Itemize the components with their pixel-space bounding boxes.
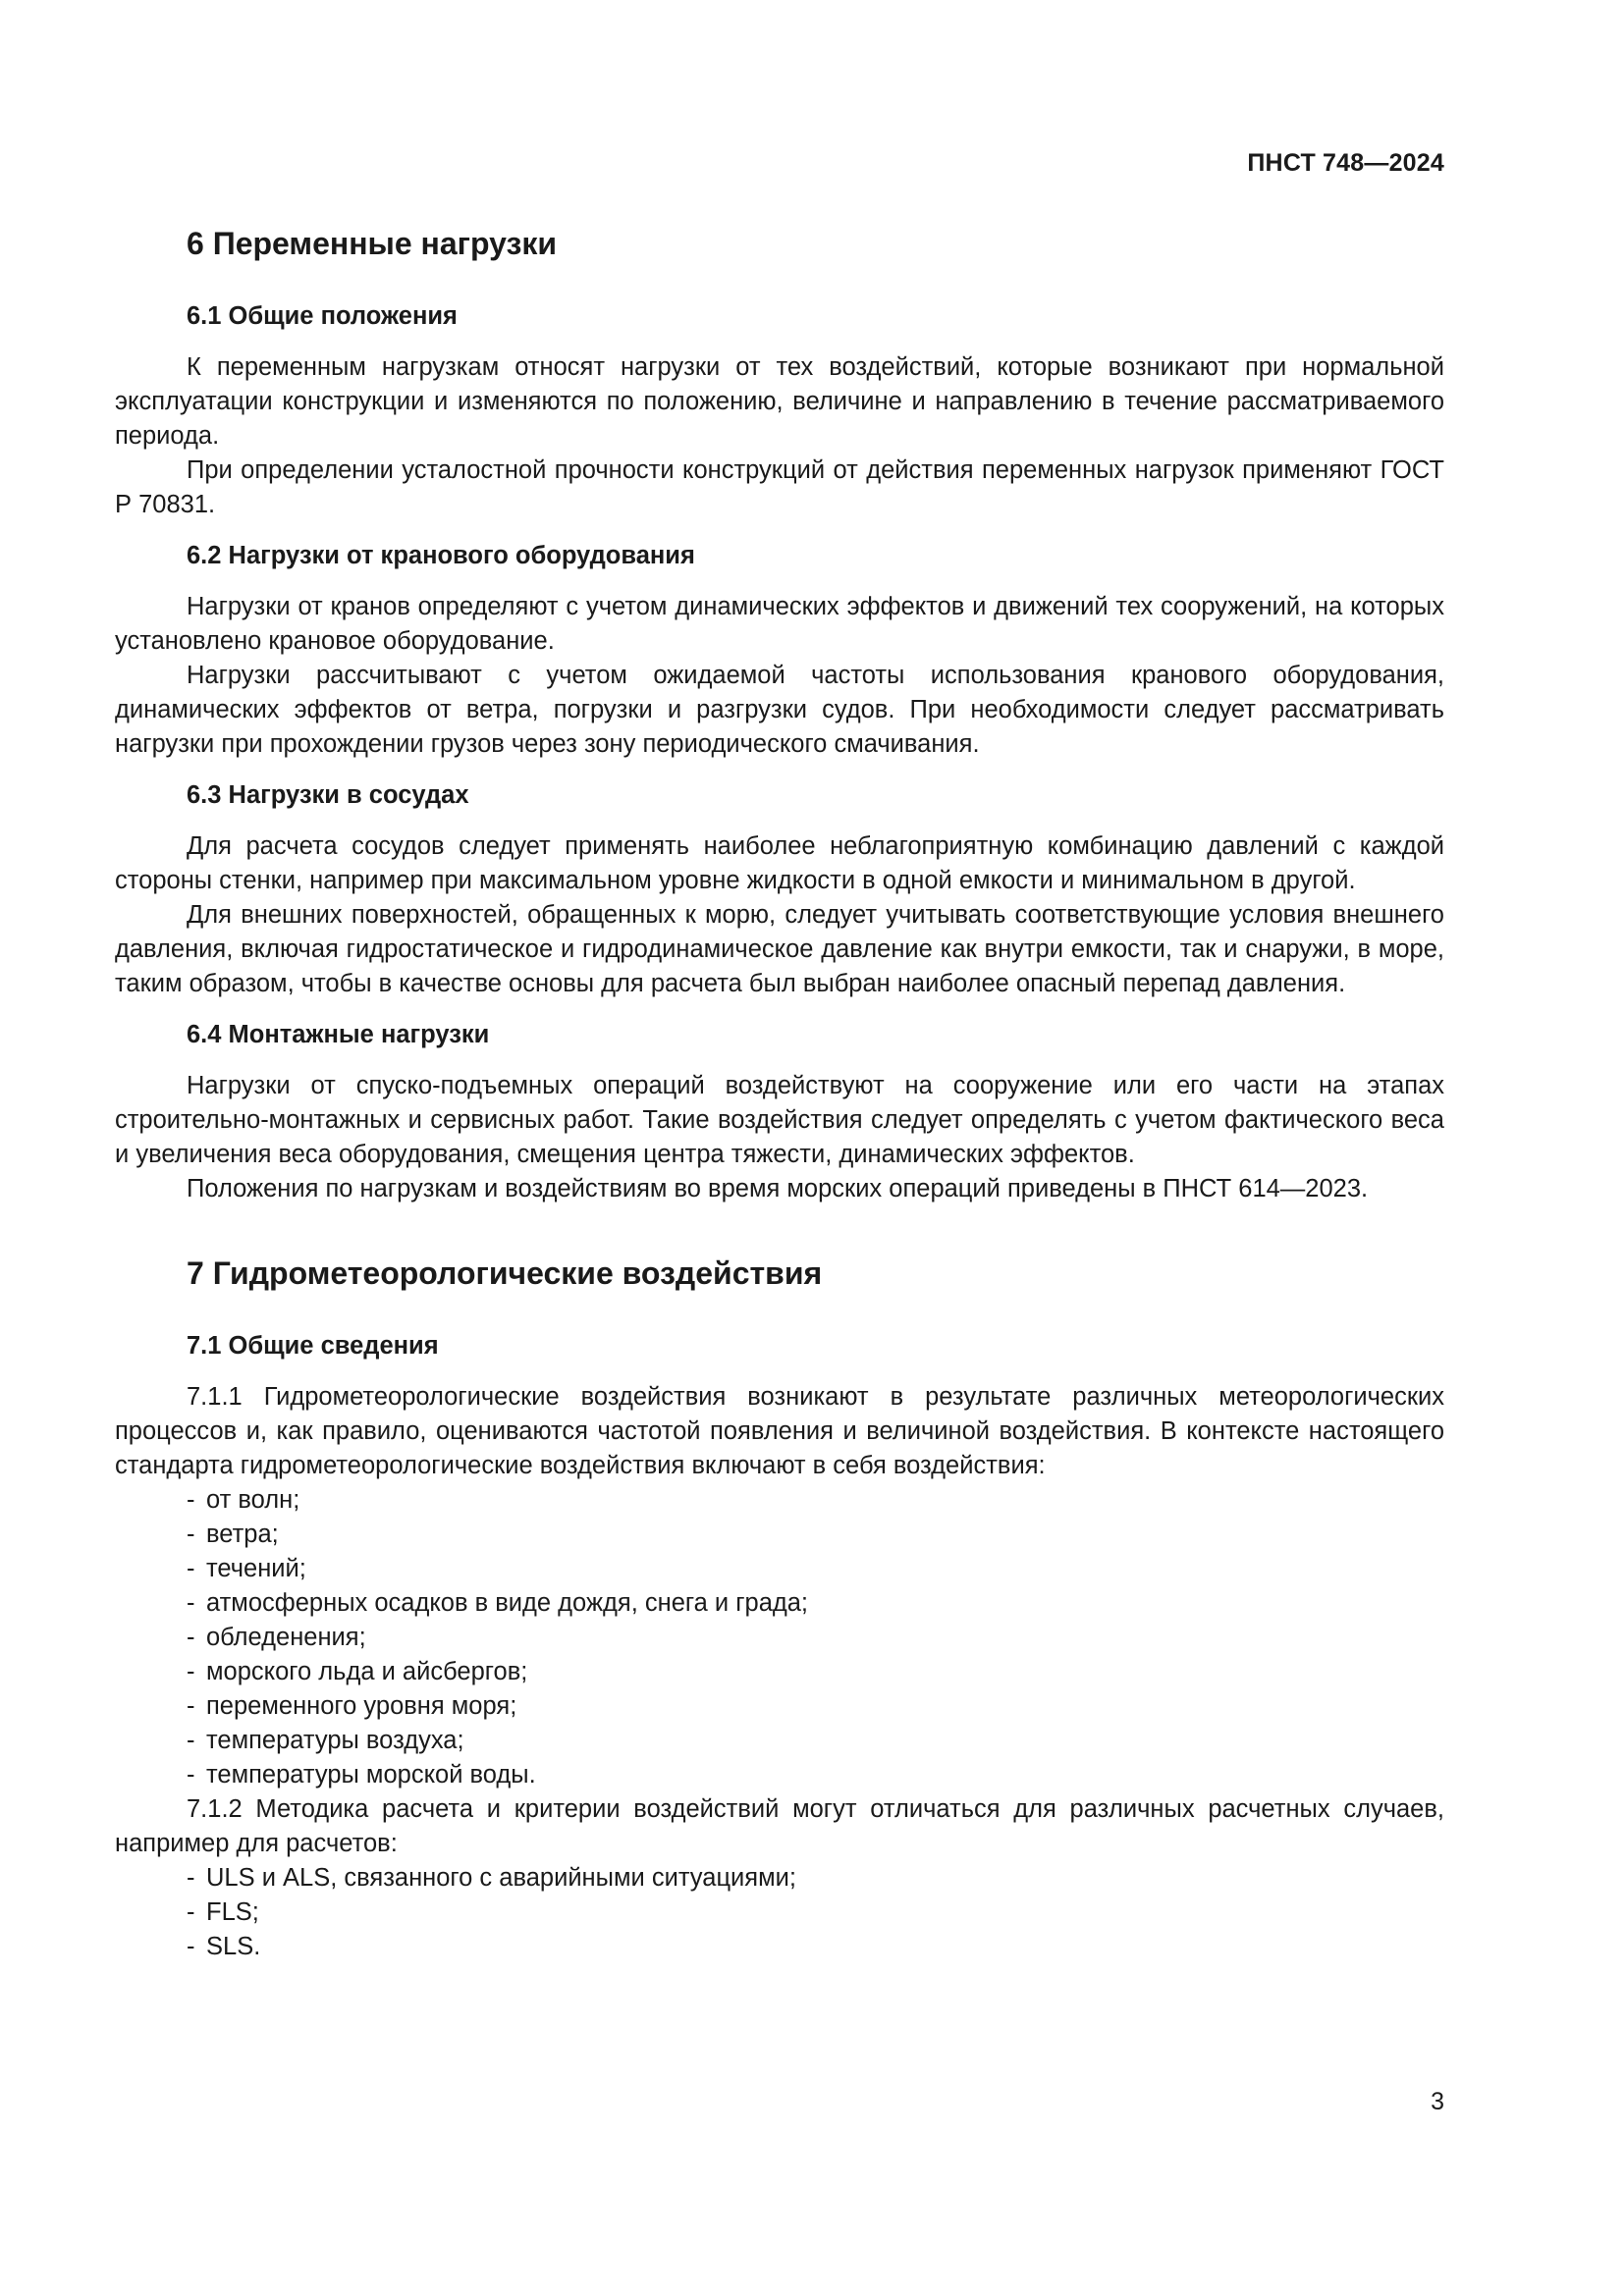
paragraph: К переменным нагрузкам относят нагрузки от тех воздействий, которые возникают при нормальной эксплуатации конструкции и изменяются по положению, величине и направлению в течение рассматриваемого периода. <box>115 353 1444 450</box>
document-body <box>115 224 1444 1964</box>
document-code: ПНСТ 748—2024 <box>1247 149 1444 177</box>
subsection-6-1 <box>115 299 1444 522</box>
paragraph: Нагрузки от кранов определяют с учетом динамических эффектов и движений тех сооружений, на которых установлено крановое оборудование. <box>115 593 1444 655</box>
section-7-title: 7 Гидрометеорологические воздействия <box>187 1255 823 1291</box>
list-7-1-2 <box>115 1861 1444 1964</box>
list-item: - температуры воздуха; <box>187 1724 1444 1758</box>
subsection-7-1 <box>115 1329 1444 1964</box>
subsection-6-3 <box>115 778 1444 1001</box>
paragraph: Нагрузки рассчитывают с учетом ожидаемой частоты использования кранового оборудования, динамических эффектов от ветра, погрузки и разгрузки судов. При необходимости следует рассматривать нагрузки при прохождении грузов через зону периодического смачивания. <box>115 662 1444 758</box>
page-number: 3 <box>1431 2088 1444 2115</box>
paragraph: Нагрузки от спуско-подъемных операций воздействуют на сооружение или его части на этапах строительно-монтажных и сервисных работ. Такие воздействия следует определять с учетом фактического веса и увеличения веса оборудования, смещения центра тяжести, динамических эффектов. <box>115 1072 1444 1168</box>
list-item: - морского льда и айсбергов; <box>187 1655 1444 1689</box>
subsection-6-2 <box>115 539 1444 762</box>
list-item: - FLS; <box>187 1896 1444 1930</box>
list-item: - обледенения; <box>187 1621 1444 1655</box>
paragraph: Положения по нагрузкам и воздействиям во время морских операций приведены в ПНСТ 614—2023. <box>187 1175 1369 1202</box>
list-item: - ULS и ALS, связанного с аварийными ситуациями; <box>187 1861 1444 1896</box>
paragraph: Для внешних поверхностей, обращенных к морю, следует учитывать соответствующие условия внешнего давления, включая гидростатическое и гидродинамическое давление как внутри емкости, так и снаружи, в море, таким образом, чтобы в качестве основы для расчета был выбран наиболее опасный перепад давления. <box>115 901 1444 997</box>
list-item: - от волн; <box>187 1483 1444 1518</box>
list-item: - переменного уровня моря; <box>187 1689 1444 1724</box>
section-6-title: 6 Переменные нагрузки <box>187 226 558 261</box>
subsection-6-4-title: 6.4 Монтажные нагрузки <box>187 1021 490 1048</box>
paragraph: Для расчета сосудов следует применять наиболее неблагоприятную комбинацию давлений с каждой стороны стенки, например при максимальном уровне жидкости в одной емкости и минимальном в другой. <box>115 832 1444 894</box>
subsection-6-2-title: 6.2 Нагрузки от кранового оборудования <box>187 542 695 569</box>
list-item: - ветра; <box>187 1518 1444 1552</box>
subsection-6-1-title: 6.1 Общие положения <box>187 302 458 330</box>
list-7-1-1 <box>115 1483 1444 1792</box>
paragraph-7-1-1: 7.1.1 Гидрометеорологические воздействия возникают в результате различных метеорологических процессов и, как правило, оцениваются частотой появления и величиной воздействия. В контексте настоящего стандарта гидрометеорологические воздействия включают в себя воздействия: <box>115 1383 1444 1479</box>
paragraph: При определении усталостной прочности конструкций от действия переменных нагрузок применяют ГОСТ Р 70831. <box>115 456 1444 518</box>
subsection-7-1-title: 7.1 Общие сведения <box>187 1332 439 1360</box>
list-item: - течений; <box>187 1552 1444 1586</box>
subsection-6-3-title: 6.3 Нагрузки в сосудах <box>187 781 469 809</box>
list-item: - температуры морской воды. <box>187 1758 1444 1792</box>
list-item: - атмосферных осадков в виде дождя, снега и града; <box>187 1586 1444 1621</box>
paragraph-7-1-2: 7.1.2 Методика расчета и критерии воздействий могут отличаться для различных расчетных случаев, например для расчетов: <box>115 1795 1444 1857</box>
list-item: - SLS. <box>187 1930 1444 1964</box>
subsection-6-4 <box>115 1018 1444 1206</box>
